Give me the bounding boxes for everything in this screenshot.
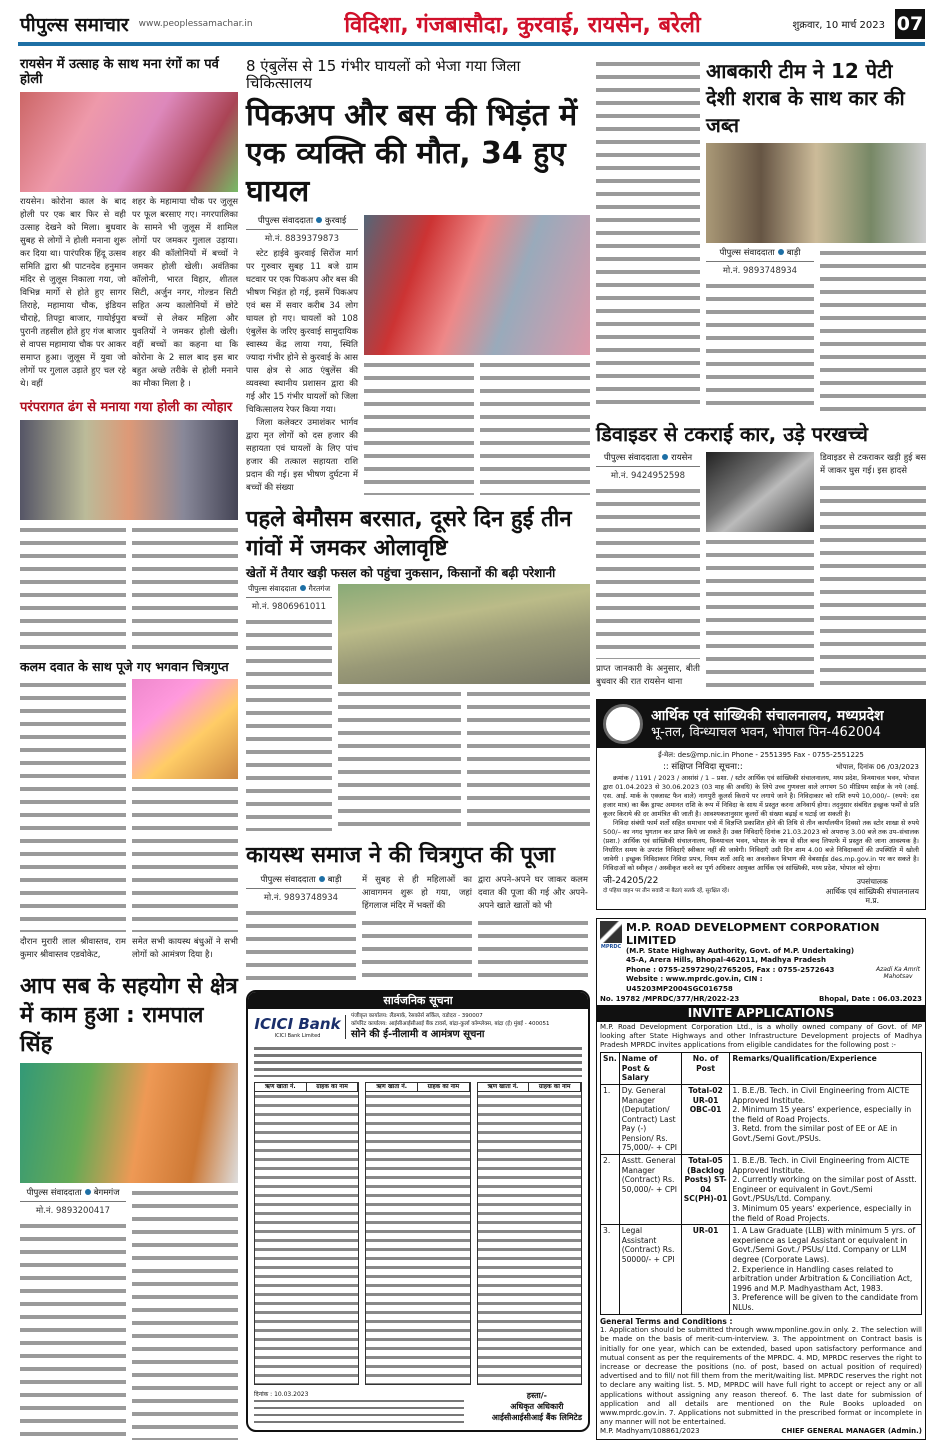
masthead [20,8,925,40]
mp-govt-emblem-icon [603,704,643,744]
des-ad-paragraph-2: निविदा संबंधी फार्म शर्तो सहित समाचार पत्रो में विज्ञप्ति प्रकाशित होने की तिथि से तीन कार्यालयीन दिवसो तक स्टोर शाखा से रुपये 500/– का नगद भुगतान कर प्राप्त किये जा सकते हैं। उक्त निविदाएँ दिनांक 21.03.2023 को अपरान्ह 3.00 बजे तक उप–संचालक (प्रशा.) आर्थिक एवं सांख्यिकी संचालनालय, विन्ध्याचल भवन, भोपाल के नाम से सील बन्द लिफाफे में प्रस्तुत की जाना आवश्यक है। निर्धारित समय के उपरांत निविदाएँ स्वीकार नहीं की जावेगी। निविदाएँ उसी दिन शाम 4.00 बजे निविदाकारों की उपस्थिति में खोली जावेगी । इच्छुक निविदाकार निविदा प्रपत्र, नियम शर्तो आदि का अवलोकन विभाग की वेबसाईड des.mp.gov.in पर कर सकते है। निविदाओं को स्वीकृत / अस्वीकृत करने का पूर्ण अधिकार आयुक्त आर्थिक एवं सांख्यिकी, मध्य प्रदेश, भोपाल को रहेगा। [603,819,920,873]
seized-liquor-photo [706,143,926,243]
post-sn: 3. [601,1225,620,1314]
kayastha-byline [246,874,356,889]
divider-mobile: मो.नं. 9424952598 [610,471,686,482]
post-name: Dy. General Manager (Deputation/ Contract) Last Pay (-) Pension/ Rs. 75,000/- + CPI [619,1084,681,1154]
mprdc-ad-address: 45-A, Arera Hills, Bhopal-462011, Madhya Pradesh [626,956,826,965]
des-ad-notice-title: :: संक्षिप्त निविदा सूचना:: [663,761,743,772]
bullet-icon [300,585,306,591]
icici-corporate-office: कॉर्पोरेट कार्यालय: आईसीआईसीआई बैंक टावर्स, बांद्रा-कुर्ला कॉम्प्लेक्स, बांद्रा (ई) मुंबई - 400051 [351,1020,550,1027]
icici-bank-logo: ICICI Bank [254,1015,341,1033]
icici-sign-2: अधिकृत अधिकारी [510,1402,564,1411]
rain-text-col2 [338,688,461,831]
lead-text-col4 [596,58,700,413]
abkari-headline: आबकारी टीम ने 12 पेटी देशी शराब के साथ कार की जब्त [706,59,905,137]
kayastha-text-col3 [478,917,588,984]
remark-item: 3. Preference will be given to the candidate from NLUs. [732,1293,919,1312]
lead-paragraph-2: जिला कलेक्टर उमाशंकर भार्गव द्वारा मृत लोगों को दस हजार की सहायता एवं घायलों के लिए पांच हजार की तत्काल सहायता राशि प्रदान की गई। इस भीषण दुर्घटना में बच्चों की संख्या [246,417,358,493]
divider-byline [596,452,700,467]
abkari-byline-block [706,247,814,276]
byline-place: बाड़ी [786,248,801,258]
post-remarks [730,1155,922,1225]
remark-item: 1. A Law Graduate (LLB) with minimum 5 yrs. of experience as Legal Assistant or equivalent in Govt./Semi Govt./ PSUs/ Ltd. Company or LLM degree (Corporate Laws). [732,1226,916,1265]
des-ad-header [597,700,925,748]
remark-item: 2. Minimum 15 years' experience, especially in the field of Road Projects. [732,1105,912,1124]
kayastha-text-col3-start: द्वारा अपने-अपने घर जाकर कलम दवात की पूजा की गई और अपने-अपने खाते खातों को भी [478,875,588,911]
icici-column-header: ग्राहक का नाम [418,1083,470,1091]
newspaper-logo: पीपुल्स समाचार [20,14,129,36]
post-name: Legal Assistant (Contract) Rs. 50000/- + CPI [619,1225,681,1314]
holi-group-photo [20,420,238,520]
kayastha-headline: कायस्थ समाज ने की चित्रगुप्त की पूजा [246,843,555,868]
des-ad-sign-3: म.प्र. [865,896,880,906]
icici-auction-notice [246,990,590,1432]
des-ad-date: भोपाल, दिनांक 06 /03/2023 [835,762,919,771]
des-ad-sign-2: आर्थिक एवं सांख्यिकी संचालनालय [825,886,919,896]
edition-title: विदिशा, गंजबासौदा, कुरवाई, रायसेन, बरेली [344,13,701,38]
mprdc-ad-date: Bhopal, Date : 06.03.2023 [819,994,922,1003]
icici-date: दिनांक : 10.03.2023 [254,1391,309,1398]
des-ad-body [597,748,925,909]
table-header-remarks: Remarks/Qualification/Experience [730,1053,922,1085]
byline-place: बेगमगंज [93,1187,120,1198]
holi-text-col2: शहर के महामाया चौक पर जुलूस पर फूल बरसाए गए। नगरपालिका के सामने भी जुलूस में शामिल लोगों पर जमकर गुलाल उड़ाया। शहर की कॉलोनियों में बच्चों ने जमकर होली खेली। अवंतिका कॉलोनी, भारत विहार, शीतल सिटी, अर्जुन नगर, गोल्डन सिटी सहित अन्य कालोनियों में छोटे बच्चों से लेकर महिला और युवतियों ने जमकर होली खेली। वहीं बच्चों का कहना था कि कोरोना के 2 साल बाद इस बार बहुत अच्छे तरीके से होली मनाने का मौका मिला है । [132,196,238,389]
post-remarks [730,1084,922,1154]
rampal-byline [20,1187,126,1202]
byline-label: पीपुल्स संवाददाता [260,875,316,885]
icici-registered-office: पंजीकृत कार्यालय: लैंडमार्क, रेसकोर्स सर्किल, वडोदरा - 390007 [351,1013,483,1019]
crashed-car-photo [706,452,814,532]
divider-text-col2 [706,536,814,689]
kayastha-byline-block [246,874,356,903]
post-remarks [730,1225,922,1314]
icici-account-table [477,1082,582,1385]
page-number: 07 [895,9,925,39]
terms-title: General Terms and Conditions : [600,1316,733,1326]
rain-headline: पहले बेमौसम बरसात, दूसरे दिन हुई तीन गांवों में जमकर ओलावृष्टि [246,506,572,561]
bullet-icon [319,876,325,882]
icici-intro-text [254,1045,582,1077]
icici-column-header: ग्राहक का नाम [529,1083,581,1091]
chitragupta-headline: कलम दवात के साथ पूजे गए भगवान चित्रगुप्त [20,659,229,675]
table-row [601,1155,922,1225]
abkari-mobile: मो.नं. 9893748934 [722,266,798,276]
icici-column-header: ऋण खाता नं. [255,1083,307,1091]
rampal-photo [20,1063,238,1183]
icici-sign-1: हस्ता/- [526,1391,547,1400]
mprdc-ad-subtitle: (M.P. State Highway Authority, Govt. of M.P. Undertaking) [626,946,855,955]
table-header-count: No. of Post [681,1053,730,1085]
des-ad-ref: जी-24205/22 [603,876,659,887]
holi-photo [20,92,238,192]
mprdc-ad-title: M.P. ROAD DEVELOPMENT CORPORATION LIMITED [626,920,880,947]
post-count: UR-01 [681,1225,730,1314]
terms-text: 1. Application should be submitted through www.mponline.gov.in only. 2. The selection will be made on the basis of merit-cum-interview. 3. The appointment on Contract basis is initially for one year, which can be extended, based upon satisfactory performance and mutual consent as per the requirements of the MPRDC. 4. MD, MPRDC reserves the right to increase or decrease the positions (no. of post, based on actual position of required) advertised and to fill/ not fill them from the merit/waiting list. MPRDC reserves the right not to declare any waiting list. 5. MD, MPRDC will have full right to accept or reject any or all applications without assigning any reason thereof. 6. The last date for submission of application and all details are mentioned on the Rule Books uploaded on www.mprdc.gov.in. 7. Applications not submitted in the prescribed format or incomplete in any manner will not be entertained. [600,1326,922,1427]
traditional-text-col1 [20,524,126,651]
rampal-headline: आप सब के सहयोग से क्षेत्र में काम हुआ : रामपाल सिंह [20,973,238,1057]
remark-item: 2. Experience in Handling cases related to arbitration under Arbitration & Conciliation Act, 1996 and M.P. Madhyastham Act, 1983. [732,1264,913,1293]
icici-sign-3: आईसीआईसीआई बैंक लिमिटेड [491,1413,582,1422]
bullet-icon [662,454,668,460]
bullet-icon [85,1189,91,1195]
remark-item: 3. Minimum 05 years' experience, especially in the field of Road Projects. [732,1204,912,1223]
chitragupta-tail-col1: दौरान मुरारी लाल श्रीवास्तव, राम कुमार श्रीवास्तव एडवोकेट, [20,936,126,960]
byline-place: रायसेन [671,453,693,464]
icici-column-header: ग्राहक का नाम [307,1083,359,1091]
icici-account-tables [248,1079,588,1388]
traditional-text-col2 [132,524,238,651]
mprdc-logo-icon [600,921,622,995]
remark-item: 1. B.E./B. Tech. in Civil Engineering from AICTE Approved Institute. [732,1085,910,1105]
mprdc-ad-website: Website : www.mprdc.gov.in, CIN : U45203MP2004SGC016758 [626,975,763,993]
des-ad-slogan: दो पहिया वाहन पर तीन सवारी ना बैठाएं सतर्क रहें, सुरक्षित रहें। [603,887,729,894]
accident-victims-photo [364,215,590,355]
mprdc-recruitment-ad [596,918,926,1440]
byline-label: पीपुल्स संवाददाता [257,215,314,226]
icici-banner: सार्वजनिक सूचना [248,992,588,1009]
byline-label: पीपुल्स संवाददाता [247,584,297,594]
kayastha-mobile: मो.नं. 9893748934 [263,893,339,903]
des-ad-paragraph-1: क्रमांक / 1191 / 2023 / आसांसं / 1 – प्रशा. / स्टोर आर्थिक एवं सांख्यिकी संचालनालय, मध्य प्रदेश, विन्ध्याचल भवन, भोपाल द्वारा 01.04.2023 से 30.06.2023 (03 माह की अवधि) के लिये उच्च गुणवत्ता वाले लगभग 50 मीडियम साईज के नये (आई. एस. आई. मार्क के एक्जास्ट फैन वाले) नागपुरी कूलर्स किराये पर लगाये जाने है। निविदाकार को राशि रुपये 10,000/– (रुपये: दस हजार मात्र) का बैंक ड्राफ्ट अमानत राशि के रूप में निविदा के साथ में प्रस्तुत करना अनिवार्य होगा। तद्नुसार संबंधित इच्छुक फर्मों से प्रति कूलर किराये की दर आमंत्रित की जाती है। आवश्यकतानुसार कूलरों की संख्या बढ़ाई व घटाई जा सकती है। [603,774,919,819]
post-name: Asstt. General Manager (Contract) Rs. 50,000/- + CPI [619,1155,681,1225]
lead-headline: पिकअप और बस की भिड़ंत में एक व्यक्ति की मौत, 34 हुए घायल [246,97,578,209]
abkari-text-col1 [706,280,814,413]
post-count: Total-02 UR-01 OBC-01 [681,1084,730,1154]
lead-kicker: 8 एंबुलेंस से 15 गंभीर घायलों को भेजा गया जिला चिकित्सालय [246,57,521,93]
rain-byline-block [246,584,332,612]
icici-account-table [365,1082,470,1385]
chitragupta-text-col2 [132,783,238,932]
des-ad-title: आर्थिक एवं सांख्यिकी संचालनालय, मध्यप्रदेश [651,707,884,724]
chitragupta-photo [132,679,238,779]
divider-byline-block [596,452,700,481]
holi-headline: रायसेन में उत्साह के साथ मना रंगों का पर्व होली [20,57,219,87]
holi-text-col1: रायसेन। कोरोना काल के बाद होली पर एक बार फिर से वही उत्साह देखने को मिला। बुधवार सुबह से लोगों ने होली मनाना शुरू कर दिया था। पारंपरिक हिंदू उत्सव समिति द्वारा श्री पाटनदेव हनुमान मंदिर से जुलूस निकाला गया, जो विभिन्न मार्गो से होते हुए सागर तिराहे, महामाया चौक, इंडियन चौराहे, तिपट्टा बाजार, गायोईपुरा पुरानी तहसील होते हुए गंज बाजार से वापस महामाया चौक पर आकर समाप्त हुआ। जुलूस में युवा जो लोगों पर गुलाल उड़ाते हुए चल रहे थे। वहीं [20,196,126,389]
byline-label: पीपुल्स संवाददाता [603,453,660,464]
middle-column [246,58,590,984]
byline-place: कुरवाई [325,215,347,226]
divider-text-col3 [820,482,926,689]
abkari-text-col2 [820,247,926,413]
right-column [596,58,926,1440]
rampal-text-col1 [20,1220,126,1440]
rain-subhead: खेतों में तैयार खड़ी फसल को पहुंचा नुकसान, किसानों की बढ़ी परेशानी [246,565,556,580]
lead-text-col1 [246,248,358,495]
remark-item: 3. Retd. from the similar post of EE or AE in Govt./Semi Govt./PSUs. [732,1124,898,1143]
mprdc-ad-intro: M.P. Road Development Corporation Ltd., is a wholly owned company of Govt. of MP looking after State Highways and other Infrastructure Development projects of Madhya Pradesh MPRDC invites applications from eligible candidates for the following post :- [600,1023,922,1050]
icici-account-table [254,1082,359,1385]
post-sn: 1. [601,1084,620,1154]
rain-text-col1 [246,616,332,831]
lead-text-col3 [480,359,590,495]
byline-label: पीपुल्स संवाददाता [719,248,775,258]
icici-notice-title: सोने की ई-नीलामी व आमंत्रण सूचना [351,1029,485,1040]
bullet-icon [778,249,784,255]
table-header-sn: Sn. [601,1053,620,1085]
mprdc-footer-sign: CHIEF GENERAL MANAGER (Admin.) [781,1427,922,1436]
remark-item: 1. B.E./B. Tech. in Civil Engineering from AICTE Approved Institute. [732,1156,910,1175]
lead-paragraph-1: स्टेट हाईवे कुरवाई सिरोंज मार्ग पर गुरुवार सुबह 11 बजे ग्राम घटवार पर एक पिकअप और बस की भीषण भिड़ंत हो गई, इसमें पिकअप एवं बस में सवार करीब 34 लोग घायल हो गए। घायलों को 108 एंबुलेंस के जरिए कुरवाई सामुदायिक स्वास्थ्य केंद्र लाया गया, स्थिति ज्यादा गंभीर होने से कुरवाई के आस पास क्षेत्र से आठ एंबुलेंस की व्यवस्था स्थानीय प्रशासन द्वारा की गई और 15 गंभीर घायलों को जिला चिकित्सालय रेफर किया गया। [246,248,358,415]
rain-mobile: मो.नं. 9806961011 [251,602,327,613]
chitragupta-tail-col2: समेत सभी कायस्थ बंधुओं ने सभी लोगों को आमंत्रण दिया है। [132,936,238,960]
masthead-rule [18,42,925,46]
remark-item: 2. Currently working on the similar post of Asstt. Engineer or equivalent in Govt./Semi Govt./PSUs/Ltd. Company. [732,1175,917,1204]
azadi-ka-amrit-mahotsav-logo: Azadi Ka Amrit Mahotsav [875,965,921,980]
icici-column-header: ऋण खाता नं. [366,1083,418,1091]
post-count: Total-05 (Backlog Posts) ST-04 SC(PH)-01 [681,1155,730,1225]
website-url: www.peoplessamachar.in [138,19,253,29]
kayastha-text-col2-start: में सुबह से ही महिलाओं का आवागमन शुरू हो गया, जहां हिंगलाज मंदिर में भक्तों की [362,875,472,911]
divider-tail: प्राप्त जानकारी के अनुसार, बीती बुधवार की रात रायसेन थाना [596,664,700,688]
icici-bank-subtitle: ICICI Bank Limited [274,1033,321,1039]
table-row [601,1084,922,1154]
lead-byline [246,215,358,230]
icici-column-header: ऋण खाता नं. [478,1083,530,1091]
mprdc-ad-number: No. 19782 /MPRDC/377/HR/2022-23 [600,994,740,1003]
abkari-byline [706,247,814,262]
posts-table [600,1052,922,1314]
kayastha-text-col1 [246,907,356,984]
mprdc-logo-text: MPRDC [600,943,622,950]
lead-byline-block [246,215,358,244]
byline-place: बाड़ी [327,875,342,885]
left-column [20,58,238,1440]
traditional-headline: परंपरागत ढंग से मनाया गया होली का त्योहार [20,399,233,415]
kayastha-text-col2 [362,917,472,984]
rampal-text-col2 [132,1187,238,1440]
divider-text-col1 [596,485,700,659]
table-row [601,1225,922,1314]
invite-applications-banner: INVITE APPLICATIONS [597,1005,925,1022]
lead-text-col2 [364,359,474,495]
des-ad-sign-1: उपसंचालक [856,877,888,887]
rain-text-col3 [467,688,590,831]
divider-snippet: डिवाइडर से टकराकर खड़ी हुई बस में जाकर घुस गई। इस हादसे [820,453,926,477]
des-tender-ad [596,699,926,910]
rampal-byline-block [20,1187,126,1216]
rain-byline [246,584,332,598]
lead-mobile: मो.नं. 8839379873 [264,233,340,244]
issue-date: शुक्रवार, 10 मार्च 2023 [792,20,885,31]
damaged-crop-photo [338,584,590,684]
mprdc-footer-ref: M.P. Madhyam/108861/2023 [600,1427,700,1436]
byline-label: पीपुल्स संवाददाता [26,1187,82,1198]
bullet-icon [316,217,322,223]
table-header-post: Name of Post & Salary [619,1053,681,1085]
divider-headline: डिवाइडर से टकराई कार, उड़े परखच्चे [596,422,868,447]
post-sn: 2. [601,1155,620,1225]
des-ad-contact: ई-मेल: des@mp.nic.in Phone - 2551395 Fax - 0755-2551225 [658,751,864,760]
rampal-mobile: मो.नं. 9893200417 [35,1205,111,1216]
icici-places-list [254,1398,464,1426]
chitragupta-text-col1 [20,679,126,932]
byline-place: गैरतगंज [308,584,331,594]
des-ad-address: भू-तल, विन्ध्याचल भवन, भोपाल पिन-462004 [651,724,881,740]
mprdc-ad-phone: Phone : 0755-2597290/2765205, Fax : 0755-2572643 [626,965,835,974]
